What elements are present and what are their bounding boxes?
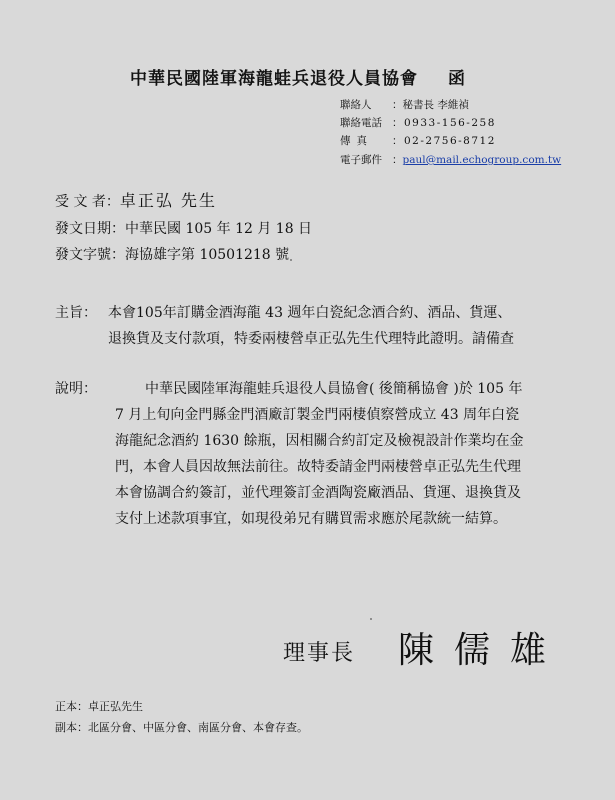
contact-email-link[interactable]: paul@mail.echogroup.com.tw (402, 154, 562, 166)
date-value: 中華民國 105 年 12 月 18 日 (125, 221, 313, 237)
copy-value: 北區分會、中區分會、南區分會、本會存查。 (88, 721, 308, 734)
contact-email-row (340, 152, 561, 167)
contact-person-value: ：秘書長 李維禎 (392, 99, 469, 111)
date-row (55, 218, 312, 238)
date-label: 發文日期： (55, 221, 125, 237)
explanation-line: 門，本會人員因故無法前往。故特委請金門兩棲營卓正弘先生代理 (115, 459, 521, 475)
explanation-line: 本會協調合約簽訂，並代理簽訂金酒陶瓷廠酒品、貨運、退換貨及 (115, 485, 521, 501)
original-label: 正本： (55, 700, 88, 713)
contact-email-label: 電子郵件 (340, 154, 382, 166)
contact-phone-row (340, 115, 496, 130)
subject-line: 退換貨及支付款項，特委兩棲營卓正弘先生代理特此證明。請備查 (108, 331, 514, 347)
scan-speck (370, 618, 372, 620)
original-value: 卓正弘先生 (88, 700, 143, 713)
contact-email-colon: ： (392, 154, 403, 166)
doc-number-row (55, 244, 289, 264)
document-title (130, 64, 466, 89)
recipient-value: 卓正弘 先生 (119, 191, 217, 210)
subject-line: 本會105年訂購金酒海龍 43 週年白瓷紀念酒合約、酒品、貨運、 (108, 305, 512, 321)
subject-label: 主旨： (55, 305, 97, 321)
explanation-line: 中華民國陸軍海龍蛙兵退役人員協會( 後簡稱協會 )於 105 年 (145, 381, 523, 397)
signature-title: 理事長 (283, 641, 356, 666)
copy-label: 副本： (55, 721, 88, 734)
org-name: 中華民國陸軍海龍蛙兵退役人員協會 (130, 69, 418, 89)
original-recipient-row (55, 698, 143, 714)
contact-fax-value: ：02-2756-8712 (392, 135, 496, 147)
contact-fax-row (340, 133, 496, 148)
doc-number-label: 發文字號： (55, 247, 125, 263)
explanation-label: 說明： (55, 381, 97, 397)
copy-recipient-row (55, 719, 308, 735)
contact-phone-label: 聯絡電話 (340, 117, 382, 129)
doc-number-value: 海協雄字第 10501218 號 (125, 247, 290, 263)
contact-fax-label: 傳真 (340, 135, 373, 147)
explanation-line: 支付上述款項事宜，如現役弟兄有購買需求應於尾款統一結算。 (115, 511, 507, 527)
contact-phone-value: ：0933-156-258 (392, 117, 496, 129)
explanation-line: 海龍紀念酒約 1630 餘瓶，因相關合約訂定及檢視設計作業均在金 (115, 433, 524, 449)
scan-speck (290, 259, 292, 261)
contact-person-label: 聯絡人 (340, 99, 372, 111)
doc-type: 函 (448, 69, 466, 89)
explanation-line: 7 月上旬向金門縣金門酒廠訂製金門兩棲偵察營成立 43 周年白瓷 (115, 407, 520, 423)
signature-name: 陳儒雄 (398, 630, 567, 671)
recipient-label: 受 文 者： (55, 194, 120, 210)
contact-person-row (340, 97, 469, 112)
recipient-row (55, 188, 217, 211)
